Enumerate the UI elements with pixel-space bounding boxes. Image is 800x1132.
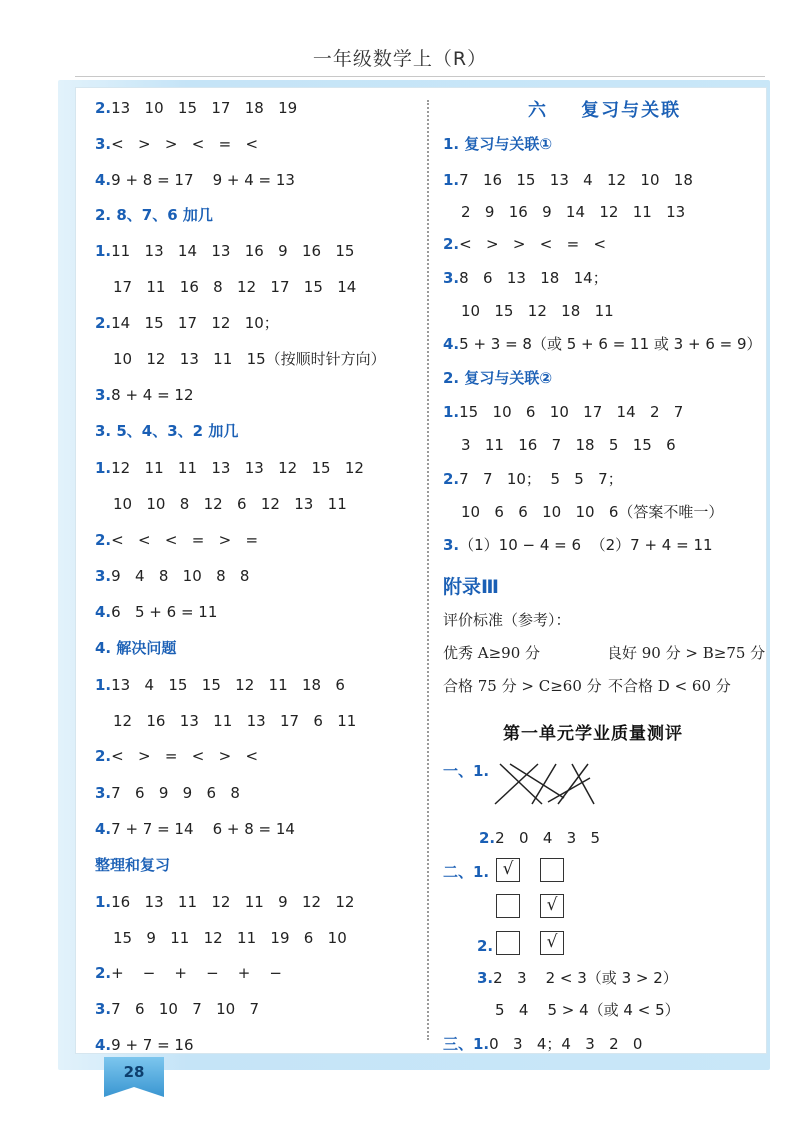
- criteria-label: 评价标准（参考）：: [443, 611, 571, 629]
- appendix-heading: 附录Ⅲ: [443, 576, 499, 598]
- answer-line: 2 9 16 9 14 12 11 13: [461, 203, 686, 221]
- checkbox: √: [540, 894, 564, 918]
- answer-line: 3.9 4 8 10 8 8: [95, 567, 250, 585]
- answer-line: 1.7 16 15 13 4 12 10 18: [443, 171, 693, 189]
- checkbox: [540, 858, 564, 882]
- answer-line: 2.+ − + − + −: [95, 964, 282, 982]
- answer-line: 3.2 3 2 < 3（或 3 > 2）: [477, 969, 678, 987]
- section-heading: 2. 复习与关联②: [443, 369, 553, 387]
- answer-line: 4.7 + 7 = 14 6 + 8 = 14: [95, 820, 295, 838]
- header-rule: [75, 76, 765, 77]
- section-heading: 4. 解决问题: [95, 639, 177, 657]
- answer-line: 17 11 16 8 12 17 15 14: [113, 278, 357, 296]
- answer-line: 15 9 11 12 11 19 6 10: [113, 929, 347, 947]
- answer-line: 1.13 4 15 15 12 11 18 6: [95, 676, 345, 694]
- answer-line: 4.5 + 3 = 8（或 5 + 6 = 11 或 3 + 6 = 9）: [443, 335, 762, 353]
- checkbox: √: [496, 858, 520, 882]
- checkbox: √: [540, 931, 564, 955]
- question-label: 二、1.: [443, 863, 490, 881]
- criteria-good: 良好 90 分 > B≥75 分: [607, 644, 766, 662]
- answer-line: 4.9 + 8 = 17 9 + 4 = 13: [95, 171, 295, 189]
- criteria-excellent: 优秀 A≥90 分: [443, 644, 541, 662]
- answer-line: 4.6 5 + 6 = 11: [95, 603, 218, 621]
- chapter-heading: 六 复习与关联: [528, 100, 682, 121]
- answer-line: 3.8 + 4 = 12: [95, 386, 194, 404]
- criteria-fail: 不合格 D < 60 分: [608, 677, 731, 695]
- section-heading: 2. 8、7、6 加几: [95, 206, 213, 224]
- answer-line: 3.8 6 13 18 14；: [443, 269, 608, 287]
- section-heading: 3. 5、4、3、2 加几: [95, 422, 239, 440]
- answer-line: 2.14 15 17 12 10；: [95, 314, 279, 332]
- answer-line: 3.< > > < = <: [95, 135, 259, 153]
- answer-line: 3.7 6 10 7 10 7: [95, 1000, 260, 1018]
- answer-line: 2.< > > < = <: [443, 235, 607, 253]
- matching-line: [532, 764, 556, 804]
- column-divider: [427, 100, 429, 1040]
- answer-line: 2.7 7 10； 5 5 7；: [443, 470, 623, 488]
- answer-line: 3 11 16 7 18 5 15 6: [461, 436, 676, 454]
- answer-line: 2.13 10 15 17 18 19: [95, 99, 298, 117]
- answer-line: 3.7 6 9 9 6 8: [95, 784, 240, 802]
- answer-line: 2.2 0 4 3 5: [479, 829, 601, 847]
- answer-line: 1.11 13 14 13 16 9 16 15: [95, 242, 355, 260]
- answer-line: 4.9 + 7 = 16: [95, 1036, 194, 1054]
- answer-line: 10 12 13 11 15（按顺时针方向）: [113, 350, 386, 368]
- checkbox: [496, 931, 520, 955]
- unit-test-title: 第一单元学业质量测评: [503, 724, 683, 744]
- matching-lines-figure: [490, 756, 610, 816]
- question-label: 2.: [477, 937, 494, 955]
- answer-line: 1.12 11 11 13 13 12 15 12: [95, 459, 364, 477]
- answer-line: 10 6 6 10 10 6（答案不唯一）: [461, 503, 724, 521]
- answer-line: 1.15 10 6 10 17 14 2 7: [443, 403, 684, 421]
- answer-line: 2.< > = < > <: [95, 747, 259, 765]
- answer-line: 3.（1）10 − 4 = 6 （2）7 + 4 = 11: [443, 536, 713, 554]
- criteria-pass: 合格 75 分 > C≥60 分: [443, 677, 602, 695]
- section-heading: 1. 复习与关联①: [443, 135, 553, 153]
- matching-line: [495, 764, 538, 804]
- answer-line: 三、1.0 3 4；4 3 2 0: [443, 1035, 643, 1053]
- checkbox: [496, 894, 520, 918]
- answer-line: 2.< < < = > =: [95, 531, 259, 549]
- answer-line: 10 15 12 18 11: [461, 302, 614, 320]
- answer-line: 5 4 5 > 4（或 4 < 5）: [495, 1001, 680, 1019]
- section-heading: 整理和复习: [95, 856, 171, 874]
- matching-line: [548, 778, 590, 802]
- page-number: 28: [123, 1063, 145, 1081]
- answer-line: 12 16 13 11 13 17 6 11: [113, 712, 357, 730]
- answer-line: 1.16 13 11 12 11 9 12 12: [95, 893, 355, 911]
- question-label: 一、1.: [443, 762, 490, 780]
- answer-line: 10 10 8 12 6 12 13 11: [113, 495, 347, 513]
- page-header-title: 一年级数学上（R）: [312, 48, 488, 70]
